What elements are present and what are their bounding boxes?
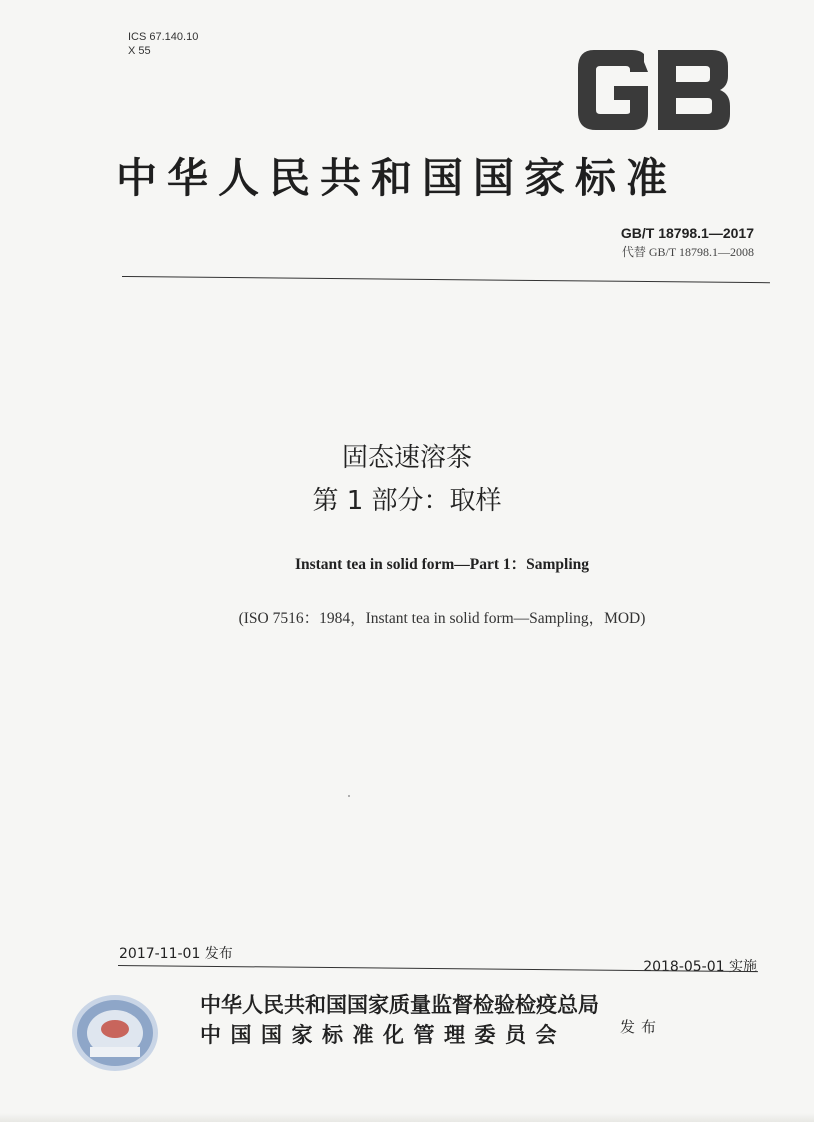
issuer-sac: 中国国家标准化管理委员会 bbox=[200, 1022, 566, 1047]
publish-label: 发布 bbox=[620, 1018, 663, 1036]
title-chinese-line2: 第 1 部分：取样 bbox=[312, 486, 502, 516]
issue-date: 2017-11-01 发布 bbox=[119, 946, 233, 962]
title-english: Instant tea in solid form—Part 1：Sampling bbox=[294, 556, 590, 573]
ics-code: ICS 67.140.10 bbox=[128, 31, 199, 43]
implementation-date: 2018-05-01 实施 bbox=[643, 959, 757, 975]
standard-number: GB/T 18798.1—2017 bbox=[620, 225, 754, 241]
replaces-standard: 代替 GB/T 18798.1—2008 bbox=[621, 245, 754, 259]
scan-edge bbox=[0, 1113, 814, 1122]
iso-reference: (ISO 7516：1984，Instant tea in solid form—Sampling，MOD) bbox=[238, 610, 646, 627]
ccs-code: X 55 bbox=[128, 45, 151, 57]
issuer-aqsiq: 中华人民共和国国家质量监督检验检疫总局 bbox=[200, 992, 599, 1017]
classification-codes bbox=[128, 30, 198, 58]
title-chinese-line1: 固态速溶茶 bbox=[341, 443, 472, 473]
top-divider bbox=[122, 276, 770, 283]
standard-type-heading: 中华人民共和国国家标准 bbox=[116, 154, 677, 202]
scan-speck bbox=[348, 795, 350, 797]
issuing-authorities bbox=[200, 990, 599, 1050]
gb-logo-icon bbox=[574, 48, 732, 132]
anti-counterfeit-seal-icon bbox=[70, 993, 160, 1073]
